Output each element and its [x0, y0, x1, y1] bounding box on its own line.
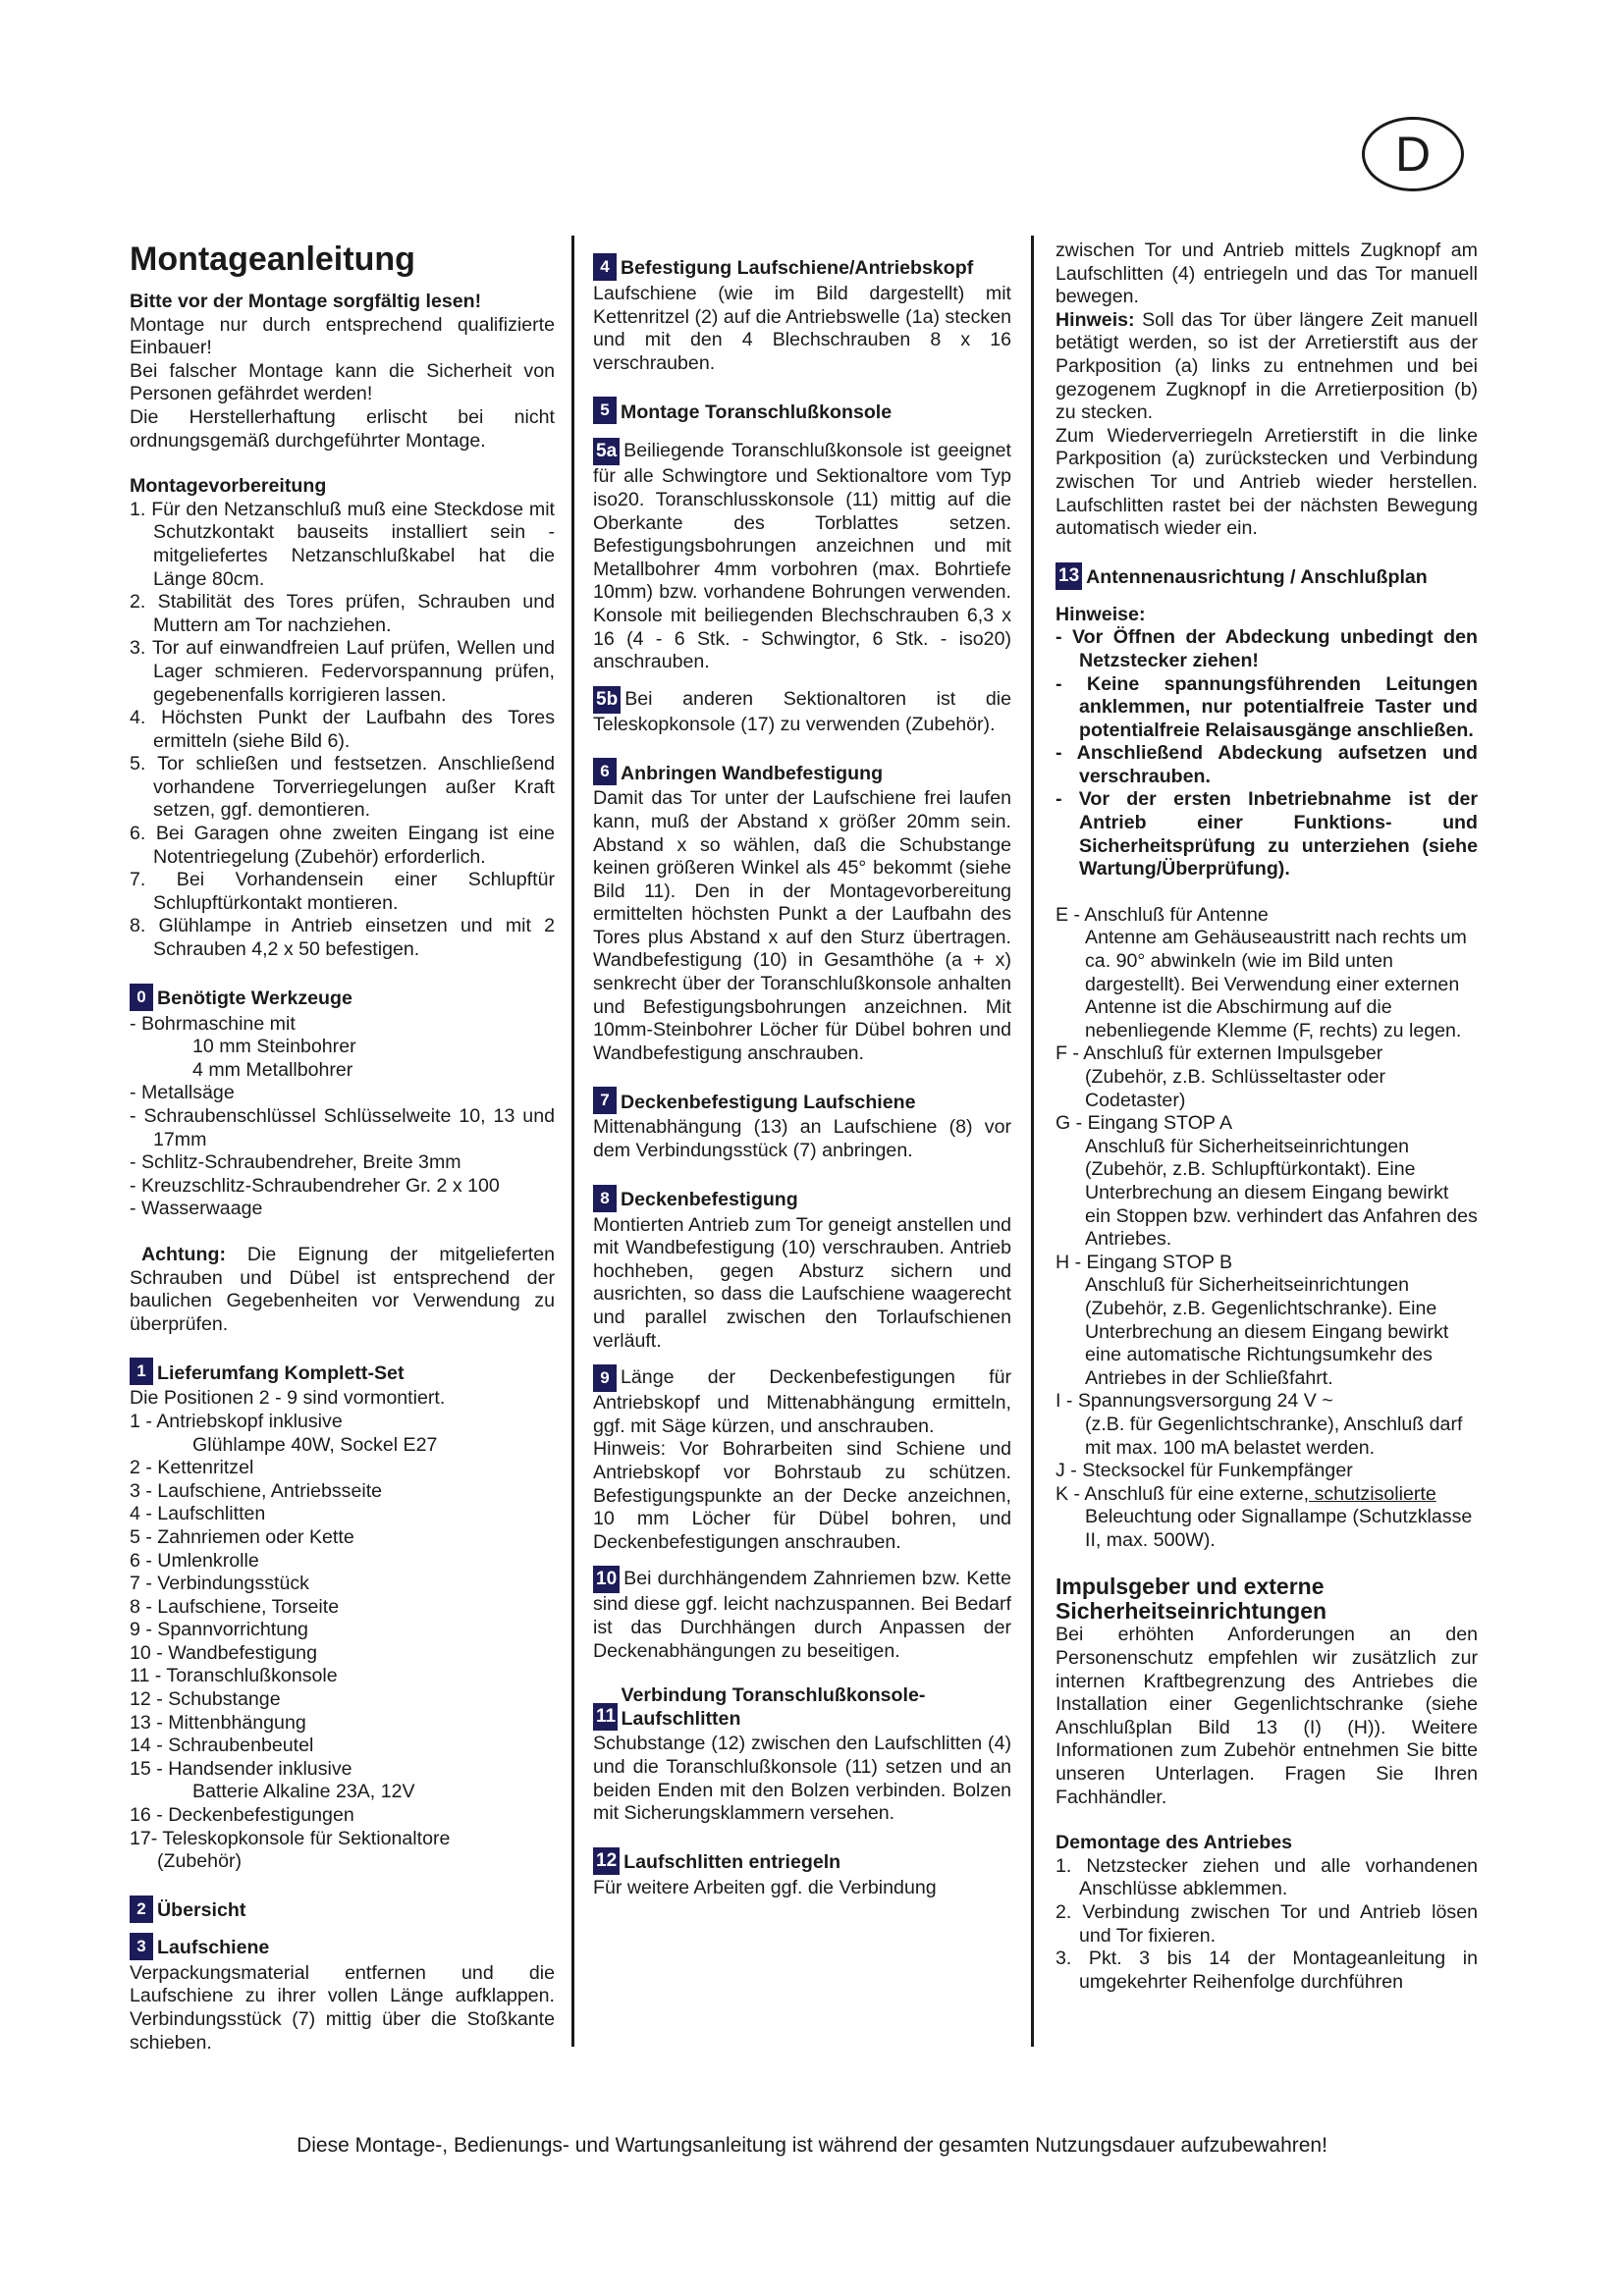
section-text: Verpackungsmaterial entfernen und die Laufschiene zu ihrer vollen Länge aufklappen. Verbindungsstück (7) mittig über die Stoßkante schieben.: [130, 1961, 555, 2054]
intro-line: Bei falscher Montage kann die Sicherheit von Personen gefährdet werden!: [130, 359, 555, 405]
tool-subitem: 4 mm Metallbohrer: [192, 1058, 353, 1081]
delivery-item: 8 - Laufschiene, Torseite: [130, 1595, 340, 1618]
section-title: Anbringen Wandbefestigung: [621, 762, 884, 784]
prep-item: 7. Bei Vorhandensein einer Schlupftür Schlupftürkontakt montieren.: [130, 869, 555, 914]
delivery-item: 11 - Toranschlußkonsole: [130, 1665, 338, 1687]
note-item: - Anschließend Abdeckung aufsetzen und verschrauben.: [1056, 742, 1478, 787]
dismount-list: [1056, 1855, 1478, 1995]
delivery-item: 3 - Laufschiene, Antriebsseite: [130, 1479, 383, 1502]
attention-label: Achtung:: [141, 1243, 226, 1265]
terminal-label: I - Spannungsversorgung 24 V ~: [1056, 1390, 1333, 1413]
section-11: [593, 1684, 1011, 1731]
delivery-item: 13 - Mittenbhängung: [130, 1711, 306, 1734]
section-text: Zum Wiederverriegeln Arretierstift in die linke Parkposition (a) zurückstecken und Verbindung zwischen Tor und Antrieb wieder herstellen. Laufschlitten rastet bei der nächsten Bewegung automatisch wieder ein.: [1056, 424, 1478, 540]
section-8: [593, 1185, 1011, 1212]
delivery-list: [130, 1411, 555, 1874]
dismount-item: 3. Pkt. 3 bis 14 der Montageanleitung in umgekehrter Reihenfolge durchführen: [1056, 1948, 1478, 1993]
delivery-subitem: (Zubehör): [157, 1850, 243, 1873]
step-number-badge: 12: [593, 1847, 620, 1875]
section-text: Laufschiene (wie im Bild dargestellt) mit Kettenritzel (2) auf die Antriebswelle (1a) stecken und mit den 4 Blechschrauben 8 x 16 verschrauben.: [593, 283, 1011, 374]
terminal-label: H - Eingang STOP B: [1056, 1251, 1233, 1273]
step-number-badge: 11: [593, 1703, 618, 1731]
step-number-badge: 8: [593, 1185, 617, 1212]
terminal-text: Anschluß für Sicherheitseinrichtungen (Zubehör, z.B. Schlupftürkontakt). Eine Unterbrechung an diesem Eingang bewirkt ein Stoppen bzw. verhindert das Anfahren des Antriebes.: [1085, 1135, 1478, 1251]
step-number-badge: 5b: [593, 686, 621, 714]
delivery-item: 6 - Umlenkrolle: [130, 1549, 259, 1572]
section-tools: [130, 984, 555, 1011]
section-13: [1056, 562, 1478, 590]
note-item: - Keine spannungsführenden Leitungen anklemmen, nur potentialfreie Taster und potentialfreie Relaisausgänge anschließen.: [1056, 672, 1478, 741]
section-text: Mittenabhängung (13) an Laufschiene (8) vor dem Verbindungsstück (7) anbringen.: [593, 1116, 1011, 1162]
notes-title: Hinweise:: [1056, 603, 1146, 625]
delivery-item: 9 - Spannvorrichtung: [130, 1619, 308, 1641]
notes-list: [1056, 626, 1478, 881]
section-title-impulse: Impulsgeber und externe Sicherheitseinrichtungen: [1056, 1574, 1327, 1625]
delivery-item: 2 - Kettenritzel: [130, 1457, 254, 1479]
prep-list: [130, 499, 555, 962]
prep-item: 1. Für den Netzanschluß muß eine Steckdose mit Schutzkontakt bauseits installiert sein - mitgeliefertes Netzanschlußkabel hat die Länge 80cm.: [130, 498, 555, 590]
language-badge: D: [1362, 117, 1464, 191]
step-number-badge: 5: [593, 397, 617, 424]
column-divider: [1031, 236, 1034, 2047]
terminal-label: E - Anschluß für Antenne: [1056, 903, 1269, 926]
prep-item: 4. Höchsten Punkt der Laufbahn des Tores ermitteln (siehe Bild 6).: [130, 707, 555, 752]
tool-subitem: 10 mm Steinbohrer: [192, 1036, 356, 1058]
section-text: Schubstange (12) zwischen den Laufschlitten (4) und die Toranschlußkonsole (11) setzen und an beiden Enden mit den Bolzen verbinden. Bolzen mit Sicherungsklammern versehen.: [593, 1733, 1011, 1825]
section-10: [593, 1566, 1011, 1663]
section-rail: [130, 1933, 555, 1960]
step-number-badge: 2: [130, 1896, 153, 1923]
section-title: Deckenbefestigung Laufschiene: [621, 1091, 916, 1113]
step-number-badge: 10: [593, 1566, 620, 1593]
step-number-badge: 9: [593, 1364, 617, 1392]
section-title: Lieferumfang Komplett-Set: [157, 1362, 405, 1384]
step-number-badge: 5a: [593, 438, 620, 465]
delivery-item: 15 - Handsender inklusive: [130, 1757, 352, 1780]
section-title-prep: Montagevorbereitung: [130, 475, 327, 498]
section-title: Benötigte Werkzeuge: [157, 988, 352, 1010]
dismount-item: 2. Verbindung zwischen Tor und Antrieb lösen und Tor fixieren.: [1056, 1901, 1478, 1947]
note-item: - Vor der ersten Inbetriebnahme ist der Antrieb einer Funktions- und Sicherheitsprüfung zu unterziehen (siehe Wartung/Überprüfung).: [1056, 788, 1478, 881]
section-title: Befestigung Laufschiene/Antriebskopf: [621, 257, 974, 280]
delivery-item: 10 - Wandbefestigung: [130, 1641, 317, 1664]
tool-item: - Schlitz-Schraubendreher, Breite 3mm: [130, 1151, 461, 1174]
section-12: [593, 1847, 1011, 1875]
tool-item: - Wasserwaage: [130, 1198, 263, 1220]
footer-note: Diese Montage-, Bedienungs- und Wartungsanleitung ist während der gesamten Nutzungsdauer aufzubewahren!: [297, 2134, 1327, 2157]
section-5: [593, 397, 1011, 424]
section-title: Verbindung Toranschlußkonsole-Laufschlitten: [621, 1684, 926, 1730]
terminal-label: J - Stecksockel für Funkempfänger: [1056, 1460, 1353, 1482]
prep-item: 2. Stabilität des Tores prüfen, Schrauben und Muttern am Tor nachziehen.: [130, 591, 555, 636]
section-text: Bei durchhängendem Zahnriemen bzw. Kette sind diese ggf. leicht nachzuspannen. Bei Bedarf ist das Durchhängen durch Anpassen der Deckenabhängungen zu beseitigen.: [593, 1568, 1011, 1662]
section-title: Deckenbefestigung: [621, 1189, 798, 1211]
step-number-badge: 1: [130, 1358, 153, 1385]
section-text: Bei anderen Sektionaltoren ist die Teleskopkonsole (17) zu verwenden (Zubehör).: [593, 687, 1011, 735]
terminal-label: K - Anschluß für eine externe,: [1056, 1482, 1310, 1505]
column-3: [1056, 240, 1478, 1994]
prep-item: 8. Glühlampe in Antrieb einsetzen und mit 2 Schrauben 4,2 x 50 befestigen.: [130, 915, 555, 961]
terminal-text: Beleuchtung oder Signallampe (Schutzklasse II, max. 500W).: [1085, 1506, 1473, 1551]
note-item: - Vor Öffnen der Abdeckung unbedingt den Netzstecker ziehen!: [1056, 626, 1478, 671]
terminal-text: Anschluß für Sicherheitseinrichtungen (Zubehör, z.B. Gegenlichtschranke). Eine Unterbrechung an diesem Eingang bewirkt eine automatische Richtungsumkehr des Antriebes in der Schließfahrt.: [1085, 1274, 1449, 1389]
section-5a: [593, 438, 1011, 673]
hint-text: Soll das Tor über längere Zeit manuell betätigt werden, so ist der Arretierstift aus der Parkposition (a) links zu entnehmen und bei gezogenem Zugknopf in die Arretierposition (b) zu stecken.: [1056, 308, 1478, 424]
step-number-badge: 0: [130, 984, 153, 1011]
section-5b: [593, 686, 1011, 737]
prep-item: 3. Tor auf einwandfreien Lauf prüfen, Wellen und Lager schmieren. Federvorspannung prüfen, gegebenenfalls korrigieren lassen.: [130, 637, 555, 706]
step-number-badge: 13: [1056, 562, 1082, 590]
section-overview: [130, 1896, 555, 1923]
attention-note: [130, 1244, 555, 1336]
intro-line: Montage nur durch entsprechend qualifizierte Einbauer!: [130, 313, 555, 359]
section-delivery: [130, 1358, 555, 1385]
section-title: Laufschiene: [157, 1937, 270, 1959]
terminal-label: F - Anschluß für externen Impulsgeber: [1056, 1042, 1383, 1065]
section-7: [593, 1087, 1011, 1114]
intro-line: Die Herstellerhaftung erlischt bei nicht ordnungsgemäß durchgeführter Montage.: [130, 405, 555, 452]
section-title: Laufschlitten entriegeln: [623, 1851, 841, 1874]
step-number-badge: 4: [593, 253, 617, 281]
delivery-subitem: Batterie Alkaline 23A, 12V: [192, 1781, 415, 1803]
terminal-label-underline: schutzisolierte: [1309, 1482, 1436, 1505]
section-text: Damit das Tor unter der Laufschiene frei laufen kann, muß der Abstand x größer 20mm sein. Abstand x so wählen, daß die Schubstange keinen größeren Winkel als 45° bekommt (siehe Bild 11). Den in der Montagevorbereitung ermittelten höchsten Punkt a der Laufbahn des Tores plus Abstand x auf den Sturz übertragen. Wandbefestigung (10) in Gesamthöhe (a + x) senkrecht über der Toranschlußkonsole anhalten und Befestigungsbohrungen anzeichnen. Mit 10mm-Steinbohrer Löcher für Dübel bohren und Wandbefestigung anschrauben.: [593, 787, 1011, 1064]
terminal-text: Antenne am Gehäuseaustritt nach rechts um ca. 90° abwinkeln (wie im Bild unten dargestellt). Bei Verwendung einer externen Antenne ist die Abschirmung auf die nebenliegende Klemme (F, rechts) zu legen.: [1085, 927, 1467, 1041]
prep-item: 5. Tor schließen und festsetzen. Anschließend vorhandene Torverriegelungen außer Kraft setzen, ggf. demontieren.: [130, 753, 555, 822]
section-title: Montage Toranschlußkonsole: [621, 400, 893, 423]
delivery-item: 7 - Verbindungsstück: [130, 1573, 309, 1595]
page-title: Montageanleitung: [130, 240, 415, 278]
section-title: Antennenausrichtung / Anschlußplan: [1086, 566, 1428, 589]
terminal-text: (z.B. für Gegenlichtschranke), Anschluß darf mit max. 100 mA belastet werden.: [1085, 1413, 1463, 1459]
tool-item: - Metallsäge: [130, 1082, 235, 1104]
tool-item: - Schraubenschlüssel Schlüsselweite 10, 13 und 17mm: [130, 1105, 555, 1150]
tool-item: - Bohrmaschine mit: [130, 1012, 296, 1035]
section-title-dismount: Demontage des Antriebes: [1056, 1832, 1292, 1854]
section-4: [593, 253, 1011, 281]
section-text: Beiliegende Toranschlußkonsole ist geeignet für alle Schwingtore und Sektionaltore vom Typ iso20. Toranschlusskonsole (11) mittig auf die Oberkante des Torblattes setzen. Befestigungsbohrungen anzeichnen und mit Metallbohrer 4mm vorbohren (max. Bohrtiefe 10mm) bzw. vorhandene Bohrungen verwenden. Konsole mit beiliegenden Blechschrauben 6,3 x 16 (4 - 6 Stk. - Schwingtor, 6 Stk. - iso20) anschrauben.: [593, 440, 1011, 673]
intro-warning: Bitte vor der Montage sorgfältig lesen!: [130, 291, 482, 312]
delivery-item: 5 - Zahnriemen oder Kette: [130, 1525, 354, 1548]
delivery-subitem: Glühlampe 40W, Sockel E27: [192, 1433, 438, 1456]
terminals-list: [1056, 904, 1478, 1483]
step-number-badge: 3: [130, 1933, 153, 1960]
delivery-item: 16 - Deckenbefestigungen: [130, 1804, 354, 1827]
delivery-item: 4 - Laufschlitten: [130, 1503, 266, 1525]
column-2: [593, 253, 1011, 1899]
section-text: Bei erhöhten Anforderungen an den Personenschutz empfehlen wir zusätzlich zur internen Kraftbegrenzung des Antriebes die Installation einer Gegenlichtschranke (siehe Anschlußplan Bild 13 (I) (H)). Weitere Informationen zum Zubehör entnehmen Sie bitte unseren Unterlagen. Fragen Sie Ihren Fachhändler.: [1056, 1624, 1478, 1808]
delivery-item: 17- Teleskopkonsole für Sektionaltore: [130, 1827, 451, 1849]
step-number-badge: 6: [593, 758, 617, 785]
terminal-k: [1056, 1483, 1478, 1507]
delivery-item: 14 - Schraubenbeutel: [130, 1735, 314, 1757]
hint-label: Hinweis:: [1056, 308, 1135, 331]
section-text: Länge der Deckenbefestigungen für Antriebskopf und Mittenabhängung ermitteln, ggf. mit Säge kürzen, und anschrauben.: [593, 1366, 1011, 1437]
attention-text: Die Eignung der mitgelieferten Schrauben und Dübel ist entsprechend der baulichen Gegebenheiten vor Verwendung zu überprüfen.: [130, 1243, 555, 1335]
section-text: Für weitere Arbeiten ggf. die Verbindung: [593, 1876, 937, 1898]
dismount-item: 1. Netzstecker ziehen und alle vorhandenen Anschlüsse abklemmen.: [1056, 1854, 1478, 1900]
delivery-intro: Die Positionen 2 - 9 sind vormontiert.: [130, 1387, 446, 1410]
section-6: [593, 758, 1011, 785]
tools-list: [130, 1082, 555, 1221]
tool-item: - Kreuzschlitz-Schraubendreher Gr. 2 x 100: [130, 1174, 500, 1197]
section-text: Montierten Antrieb zum Tor geneigt anstellen und mit Wandbefestigung (10) verschrauben. Antrieb hochheben, gegen Absturz sichern und ausrichten, so dass die Laufschiene waagerecht und parallel zwischen den Torlaufschienen verläuft.: [593, 1213, 1011, 1352]
hint-paragraph: [1056, 309, 1478, 425]
terminal-text: (Zubehör, z.B. Schlüsseltaster oder Codetaster): [1085, 1066, 1386, 1111]
prep-item: 6. Bei Garagen ohne zweiten Eingang ist eine Notentriegelung (Zubehör) erforderlich.: [130, 823, 555, 868]
terminal-label: G - Eingang STOP A: [1056, 1112, 1233, 1135]
section-title: Übersicht: [157, 1899, 246, 1922]
step-number-badge: 7: [593, 1087, 617, 1114]
section-note: Hinweis: Vor Bohrarbeiten sind Schiene und Antriebskopf vor Bohrstaub zu schützen. Befestigungspunkte an der Decke anzeichnen, 10 mm Löcher für Dübel bohren, und Deckenbefestigungen anschrauben.: [593, 1438, 1011, 1553]
column-divider: [571, 236, 574, 2047]
delivery-item: 1 - Antriebskopf inklusive: [130, 1410, 343, 1432]
column-1: [130, 240, 555, 2055]
section-text: zwischen Tor und Antrieb mittels Zugknopf am Laufschlitten (4) entriegeln und das Tor manuell bewegen.: [1056, 240, 1478, 308]
section-9: [593, 1364, 1011, 1438]
delivery-item: 12 - Schubstange: [130, 1688, 281, 1711]
